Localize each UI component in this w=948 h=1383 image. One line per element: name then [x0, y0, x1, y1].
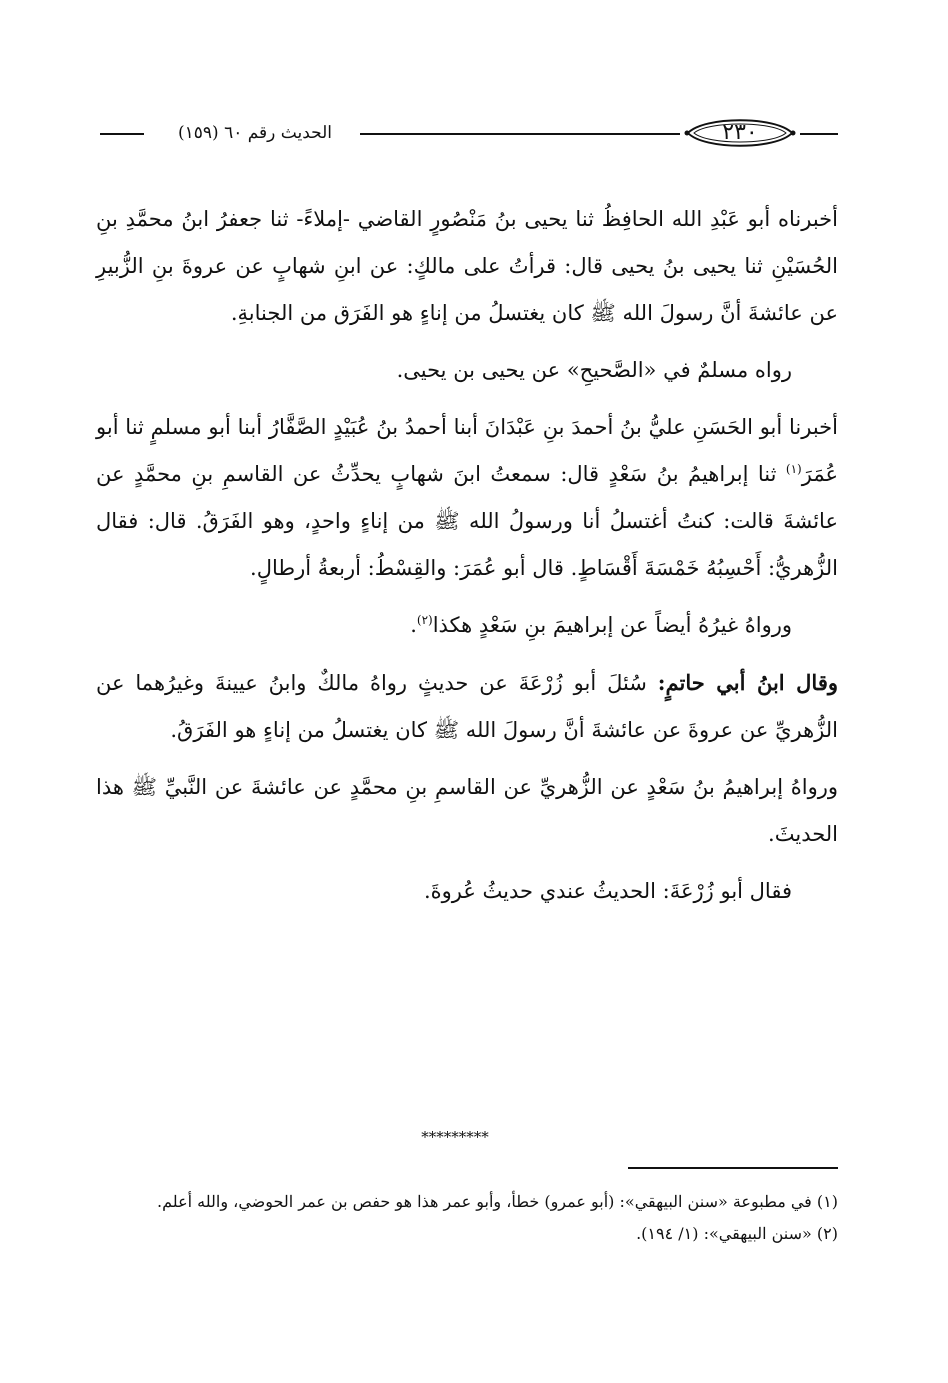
- ibn-abi-hatim-text: سُئلَ أبو زُرْعَةَ عن حديثٍ رواهُ مالكٌ وابنُ عيينةَ وغيرُهما عن الزُّهريِّ عن عروةَ عن عائشةَ أنَّ رسولَ الله ﷺ كان يغتسلُ من إناءٍ هو الفَرَقُ.: [96, 671, 838, 742]
- running-title: الحديث رقم ٦٠ (١٥٩): [177, 123, 333, 143]
- footnote-ref-2: (٢): [416, 613, 433, 627]
- page-number-ornament: [684, 114, 796, 152]
- footnote-ref-1: (١): [785, 462, 802, 476]
- header-rule-middle: [360, 133, 680, 135]
- ibn-abi-hatim-label: وقال ابنُ أبي حاتمٍ:: [657, 670, 838, 695]
- paragraph-ibn-abi-hatim: [96, 659, 838, 754]
- paragraph-other-narration: [96, 602, 838, 649]
- paragraph-isnad-2-text: أخبرنا أبو الحَسَنِ عليُّ بنُ أحمدَ بنِ عَبْدَانَ أبنا أحمدُ بنُ عُبَيْدٍ الصَّفَّارُ أبنا أبو مسلمٍ ثنا أبو عُمَرَ: [96, 415, 838, 486]
- page-header: [100, 112, 838, 158]
- header-rule-left: [100, 133, 144, 135]
- paragraph-ibrahim-narration: ورواهُ إبراهيمُ بنُ سَعْدٍ عن الزُّهريِّ عن القاسمِ بنِ محمَّدٍ عن عائشةَ عن النَّبيِّ ﷺ هذا الحديثَ.: [96, 775, 838, 846]
- paragraph-isnad-1: أخبرناه أبو عَبْدِ الله الحافِظُ ثنا يحيى بنُ مَنْصُورٍ القاضي -إملاءً- ثنا جعفرُ ابنُ محمَّدِ بنِ الحُسَيْنِ ثنا يحيى بنُ يحيى قال: قرأتُ على مالكٍ: عن ابنِ شهابٍ عن عروةَ بنِ الزُّبيرِ عن عائشةَ أنَّ رسولَ الله ﷺ كان يغتسلُ من إناءٍ هو الفَرَق من الجنابةِ.: [96, 207, 838, 325]
- paragraph-other-narration-end: .: [410, 613, 417, 637]
- footnote-rule: [628, 1167, 838, 1169]
- paragraph-isnad-2-text-cont: ثنا إبراهيمُ بنُ سَعْدٍ قال: سمعتُ ابنَ شهابٍ يحدِّثُ عن القاسمِ بنِ محمَّدٍ عن عائشةَ قالت: كنتُ أغتسلُ أنا ورسولُ الله ﷺ من إناءٍ واحدٍ، وهو الفَرَقُ. قال: فقال الزُّهريُّ: أَحْسِبُهُ خَمْسَةَ أَقْسَاطٍ. قال أبو عُمَرَ: والقِسْطُ: أربعةُ أرطالٍ.: [96, 462, 838, 580]
- paragraph-muslim-note: رواه مسلمٌ في «الصَّحيحِ» عن يحيى بن يحيى.: [396, 358, 792, 382]
- paragraph-other-narration-text: ورواهُ غيرُهُ أيضاً عن إبراهيمَ بنِ سَعْدٍ هكذا: [432, 613, 792, 637]
- footnote-1: (١) في مطبوعة «سنن البيهقي»: (أبو عمرو) خطأ، وأبو عمر هذا هو حفص بن عمر الحوضي، والله أعلم.: [157, 1192, 838, 1211]
- main-text: [96, 196, 838, 925]
- footnotes: [100, 1188, 838, 1252]
- header-rule-right: [800, 133, 838, 135]
- paragraph-abu-zurah-verdict: فقال أبو زُرْعَةَ: الحديثُ عندي حديثُ عُروةَ.: [423, 879, 792, 903]
- paragraph-isnad-2: [96, 404, 838, 592]
- footnote-2: (٢) «سنن البيهقي»: (١/ ١٩٤).: [636, 1224, 838, 1243]
- page-number: ٢٣٠: [722, 120, 758, 145]
- section-separator: *********: [421, 1128, 489, 1146]
